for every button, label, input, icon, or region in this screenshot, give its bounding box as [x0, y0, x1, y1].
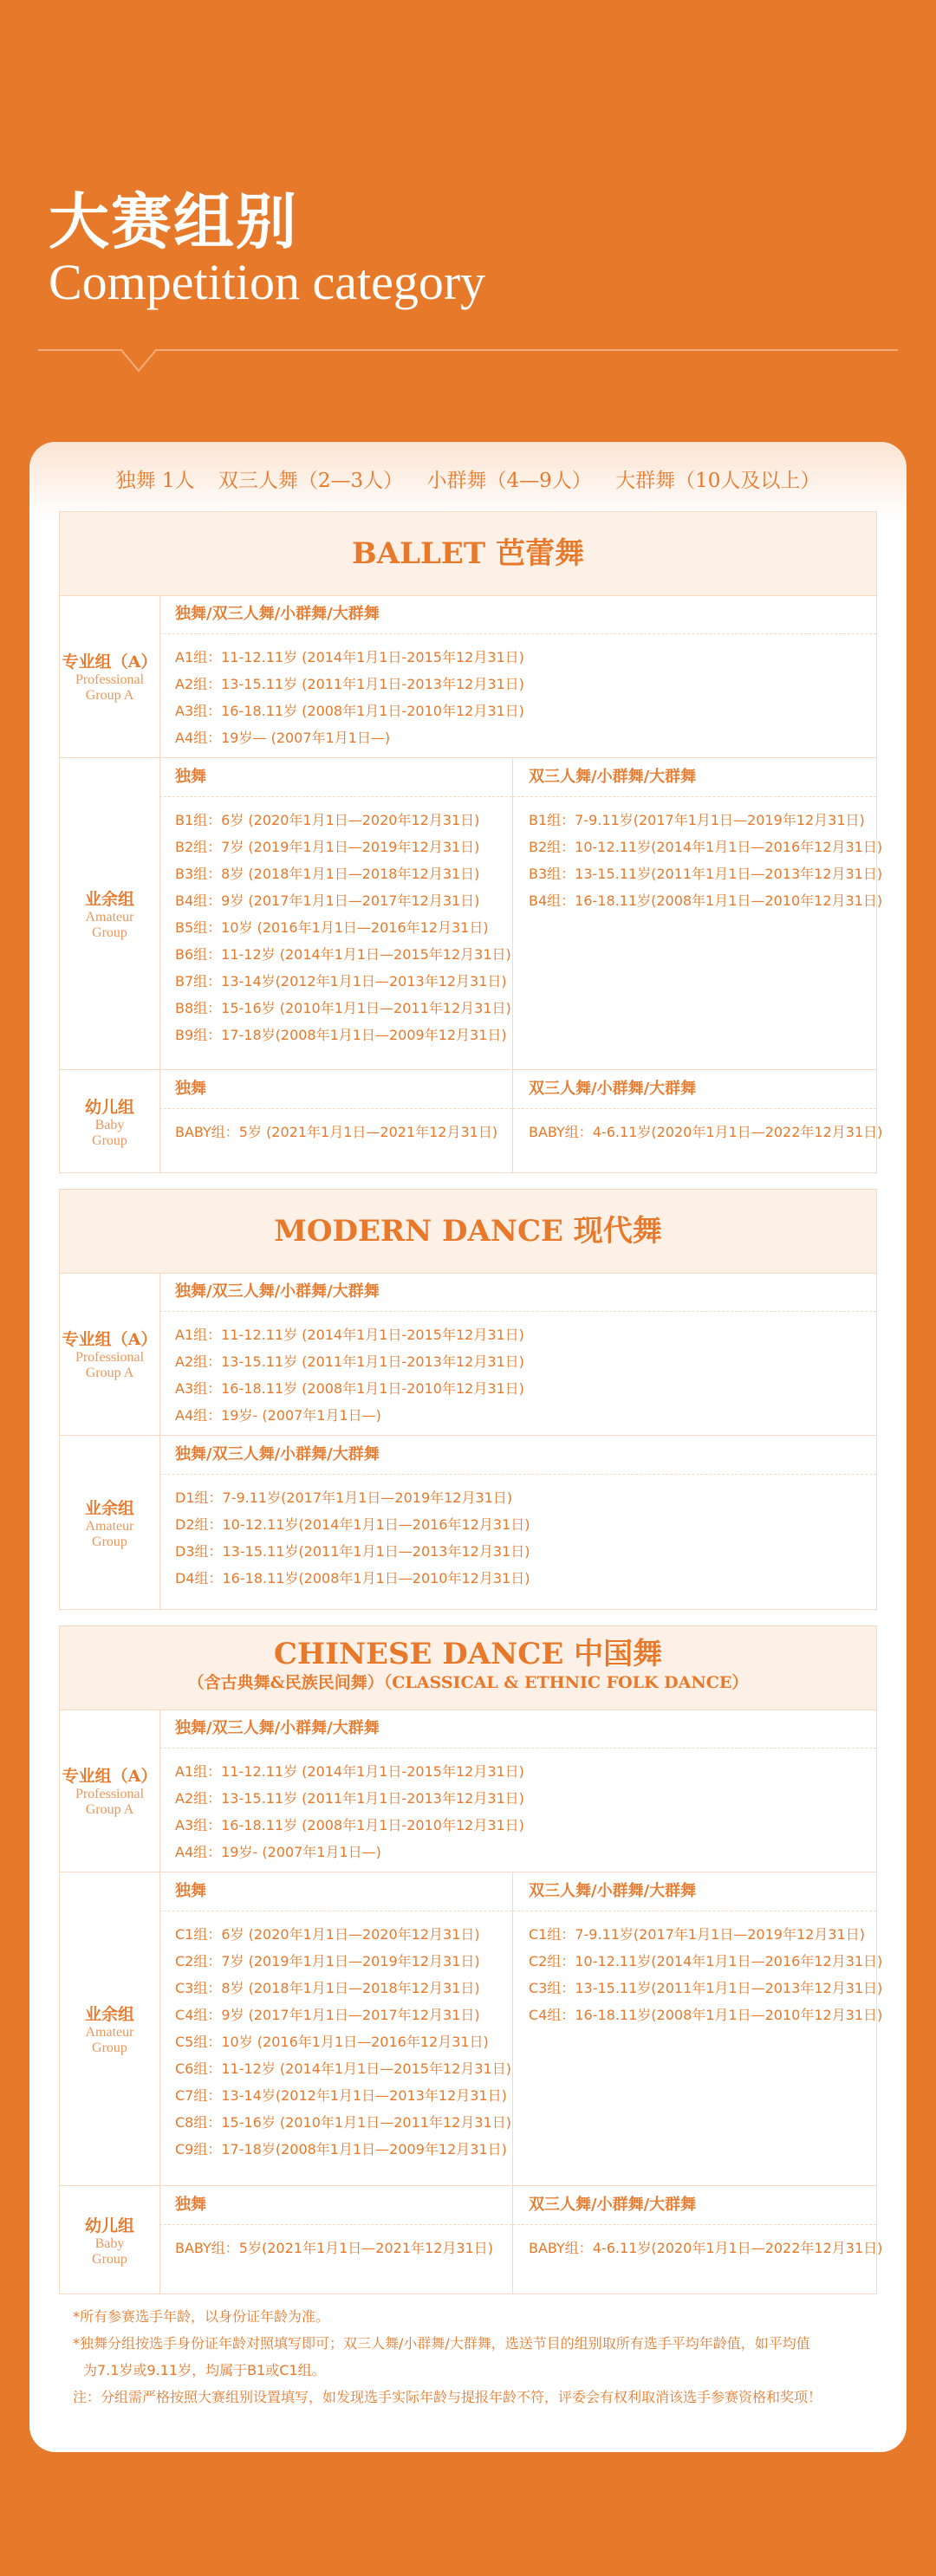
amateur-group-row [60, 758, 883, 1070]
column-header: 独舞 [159, 1070, 512, 1109]
column-header: 独舞 [159, 2186, 512, 2225]
column-header: 独舞/双三人舞/小群舞/大群舞 [159, 1710, 876, 1749]
category-card [29, 442, 907, 2452]
list-item: B2组：7岁 (2019年1月1日—2019年12月31日) [175, 839, 480, 855]
footnotes [73, 2303, 905, 2411]
column-header: 双三人舞/小群舞/大群舞 [513, 1872, 876, 1911]
pro-group-row [60, 1273, 876, 1436]
group-label: 专业组（A） Professional Group A [60, 595, 160, 757]
ballet-section [59, 511, 883, 1173]
list-item: A3组：16-18.11岁 (2008年1月1日-2010年12月31日) [175, 1817, 524, 1833]
list-item: D2组：10-12.11岁(2014年1月1日—2016年12月31日) [175, 1516, 530, 1533]
list-item: A1组：11-12.11岁 (2014年1月1日-2015年12月31日) [175, 649, 524, 665]
list-item: B1组：7-9.11岁(2017年1月1日—2019年12月31日) [529, 812, 865, 828]
list-item: A2组：13-15.11岁 (2011年1月1日-2013年12月31日) [175, 1353, 524, 1370]
column-header: 双三人舞/小群舞/大群舞 [513, 1070, 876, 1109]
list-item: A4组：19岁- (2007年1月1日—) [175, 1407, 381, 1424]
group-label: 幼儿组 Baby Group [60, 2186, 160, 2294]
list-item: B4组：9岁 (2017年1月1日—2017年12月31日) [175, 892, 480, 909]
list-item: BABY组：4-6.11岁(2020年1月1日—2022年12月31日) [529, 1124, 883, 1140]
modern-dance-section [59, 1189, 877, 1610]
list-item: B5组：10岁 (2016年1月1日—2016年12月31日) [175, 919, 489, 936]
page-subtitle: Competition category [49, 254, 486, 310]
legend-item: 小群舞（4—9人） [426, 470, 592, 492]
list-item: A1组：11-12.11岁 (2014年1月1日-2015年12月31日) [175, 1327, 524, 1343]
list-item: A2组：13-15.11岁 (2011年1月1日-2013年12月31日) [175, 676, 524, 692]
column-header: 独舞 [159, 758, 512, 797]
section-title: BALLET 芭蕾舞 [60, 512, 876, 596]
column-header: 双三人舞/小群舞/大群舞 [513, 758, 876, 797]
footnote: 为7.1岁或9.11岁，均属于B1或C1组。 [83, 2362, 326, 2378]
list-item: C4组：16-18.11岁(2008年1月1日—2010年12月31日) [529, 2007, 883, 2023]
list-item: A4组：19岁— (2007年1月1日—) [175, 730, 391, 746]
section-title-block [60, 1626, 876, 1710]
group-list [175, 807, 509, 1048]
group-list [529, 1119, 883, 1145]
list-item: C3组：8岁 (2018年1月1日—2018年12月31日) [175, 1980, 480, 1996]
pro-group-row [60, 595, 876, 758]
dance-type-legend [29, 464, 907, 493]
footnote: *所有参赛选手年龄，以身份证年龄为准。 [73, 2308, 330, 2325]
group-list [529, 807, 883, 914]
chinese-dance-section [59, 1625, 883, 2294]
legend-item: 独舞 1人 [115, 470, 195, 492]
group-list [175, 1484, 873, 1592]
group-label: 业余组 Amateur Group [60, 1872, 160, 2185]
list-item: D1组：7-9.11岁(2017年1月1日—2019年12月31日) [175, 1489, 513, 1506]
group-list [529, 1921, 883, 2028]
list-item: B2组：10-12.11岁(2014年1月1日—2016年12月31日) [529, 839, 883, 855]
group-label: 专业组（A） Professional Group A [60, 1710, 160, 1872]
list-item: A1组：11-12.11岁 (2014年1月1日-2015年12月31日) [175, 1763, 524, 1780]
list-item: C4组：9岁 (2017年1月1日—2017年12月31日) [175, 2007, 480, 2023]
list-item: C6组：11-12岁 (2014年1月1日—2015年12月31日) [175, 2060, 511, 2077]
baby-group-row [60, 2186, 883, 2294]
list-item: BABY组：4-6.11岁(2020年1月1日—2022年12月31日) [529, 2240, 883, 2256]
list-item: C9组：17-18岁(2008年1月1日—2009年12月31日) [175, 2141, 507, 2157]
list-item: C5组：10岁 (2016年1月1日—2016年12月31日) [175, 2034, 489, 2050]
page-title: 大赛组别 [49, 185, 298, 257]
list-item: B9组：17-18岁(2008年1月1日—2009年12月31日) [175, 1027, 507, 1043]
list-item: A3组：16-18.11岁 (2008年1月1日-2010年12月31日) [175, 1380, 524, 1397]
list-item: BABY组：5岁(2021年1月1日—2021年12月31日) [175, 2240, 493, 2256]
list-item: B8组：15-16岁 (2010年1月1日—2011年12月31日) [175, 1000, 511, 1016]
group-list [175, 1758, 873, 1865]
group-list [175, 1119, 509, 1145]
list-item: B3组：13-15.11岁(2011年1月1日—2013年12月31日) [529, 866, 883, 882]
pro-group-row [60, 1710, 876, 1872]
column-header: 独舞/双三人舞/小群舞/大群舞 [159, 1273, 876, 1312]
list-item: A3组：16-18.11岁 (2008年1月1日-2010年12月31日) [175, 703, 524, 719]
amateur-group-row [60, 1436, 876, 1609]
list-item: C1组：6岁 (2020年1月1日—2020年12月31日) [175, 1926, 480, 1943]
list-item: A2组：13-15.11岁 (2011年1月1日-2013年12月31日) [175, 1790, 524, 1807]
list-item: D4组：16-18.11岁(2008年1月1日—2010年12月31日) [175, 1570, 530, 1586]
list-item: B1组：6岁 (2020年1月1日—2020年12月31日) [175, 812, 480, 828]
group-list [175, 644, 873, 751]
column-header: 独舞 [159, 1872, 512, 1911]
group-label: 业余组 Amateur Group [60, 1436, 160, 1609]
list-item: D3组：13-15.11岁(2011年1月1日—2013年12月31日) [175, 1543, 530, 1560]
list-item: C3组：13-15.11岁(2011年1月1日—2013年12月31日) [529, 1980, 883, 1996]
section-title: CHINESE DANCE 中国舞 [273, 1637, 663, 1671]
column-header: 独舞/双三人舞/小群舞/大群舞 [159, 1436, 876, 1475]
amateur-group-row [60, 1872, 883, 2186]
column-header: 双三人舞/小群舞/大群舞 [513, 2186, 876, 2225]
group-label: 专业组（A） Professional Group A [60, 1273, 160, 1435]
group-list [175, 1321, 873, 1429]
list-item: BABY组：5岁 (2021年1月1日—2021年12月31日) [175, 1124, 498, 1140]
group-label: 幼儿组 Baby Group [60, 1070, 160, 1172]
group-list [529, 2235, 883, 2261]
section-title: MODERN DANCE 现代舞 [60, 1190, 876, 1274]
list-item: C8组：15-16岁 (2010年1月1日—2011年12月31日) [175, 2114, 511, 2131]
list-item: C2组：10-12.11岁(2014年1月1日—2016年12月31日) [529, 1953, 883, 1969]
page-header [0, 0, 936, 446]
footnote: 注：分组需严格按照大赛组别设置填写，如发现选手实际年龄与提报年龄不符，评委会有权利取消该选手参赛资格和奖项！ [73, 2389, 822, 2405]
group-label: 业余组 Amateur Group [60, 758, 160, 1069]
list-item: C1组：7-9.11岁(2017年1月1日—2019年12月31日) [529, 1926, 865, 1943]
group-list [175, 1921, 509, 2163]
baby-group-row [60, 1070, 883, 1172]
list-item: B3组：8岁 (2018年1月1日—2018年12月31日) [175, 866, 480, 882]
list-item: A4组：19岁- (2007年1月1日—) [175, 1844, 381, 1860]
footnote: *独舞分组按选手身份证年龄对照填写即可；双三人舞/小群舞/大群舞，选送节目的组别取所有选手平均年龄值，如平均值 [73, 2335, 810, 2352]
list-item: C7组：13-14岁(2012年1月1日—2013年12月31日) [175, 2087, 507, 2104]
legend-item: 双三人舞（2—3人） [218, 470, 404, 492]
list-item: B7组：13-14岁(2012年1月1日—2013年12月31日) [175, 973, 507, 990]
column-header: 独舞/双三人舞/小群舞/大群舞 [159, 595, 876, 634]
section-subtitle: （含古典舞&民族民间舞）（CLASSICAL & ETHNIC FOLK DANCE） [187, 1673, 749, 1692]
group-list [175, 2235, 509, 2261]
list-item: C2组：7岁 (2019年1月1日—2019年12月31日) [175, 1953, 480, 1969]
list-item: B6组：11-12岁 (2014年1月1日—2015年12月31日) [175, 946, 511, 963]
list-item: B4组：16-18.11岁(2008年1月1日—2010年12月31日) [529, 892, 883, 909]
legend-item: 大群舞（10人及以上） [615, 470, 821, 492]
